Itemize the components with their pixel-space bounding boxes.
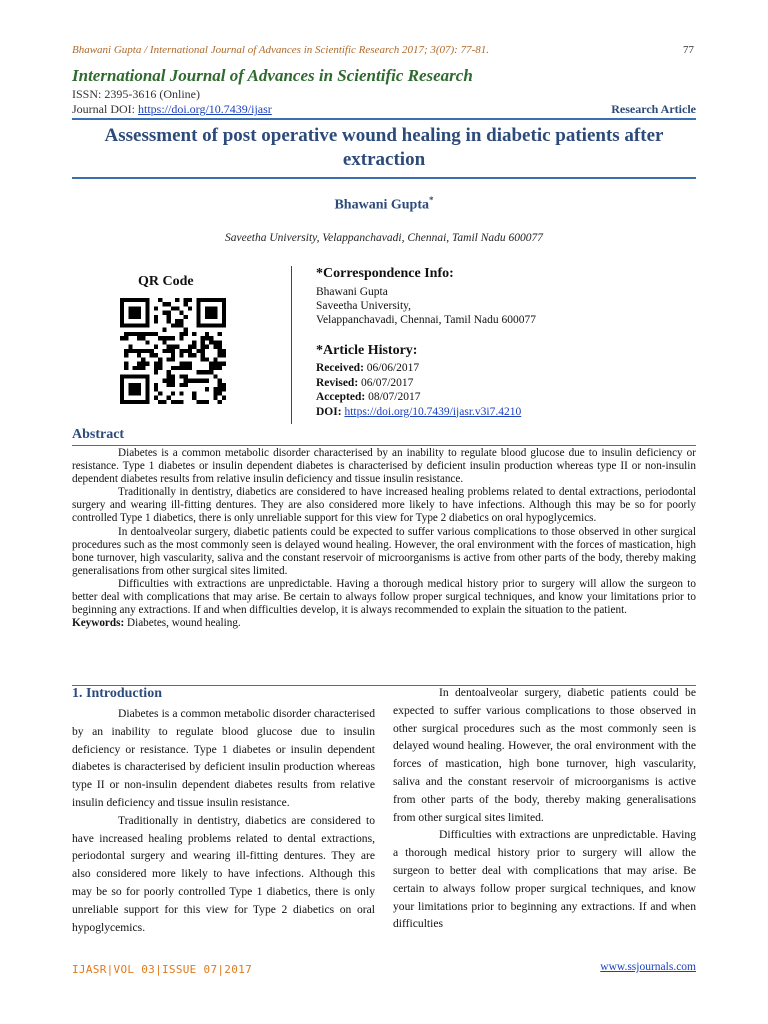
body-paragraph: In dentoalveolar surgery, diabetic patients could be expected to suffer various complications to those observed in other surgical procedures such as the most commonly seen is delayed wound healing. However, the oral environment with the forces of mastication, high bone turnover, high vascularity, saliva and the constant reservoir of microorganisms is active from other parts of the body, thereby making generalisations from other surgical sites limited. <box>393 686 696 824</box>
article-doi-link[interactable]: https://doi.org/10.7439/ijasr.v3i7.4210 <box>344 405 522 418</box>
qr-label: QR Code <box>138 274 194 289</box>
footer-issue: IJASR|VOL 03|ISSUE 07|2017 <box>72 963 252 976</box>
body-paragraph: Difficulties with extractions are unpredictable. Having a thorough medical history prior to surgery will allow the surgeon to better deal with complications that may arise. Be certain to always follow proper surgical techniques, and know your limitations prior to beginning any extractions. If and when difficulties <box>393 828 696 931</box>
journal-doi-link[interactable]: https://doi.org/10.7439/ijasr <box>138 102 272 116</box>
abstract-heading: Abstract <box>72 427 125 442</box>
column-divider <box>291 266 292 424</box>
running-header: Bhawani Gupta / International Journal of Advances in Scientific Research 2017; 3(07): 77-81. <box>72 44 490 56</box>
received-label: Received: <box>316 362 364 374</box>
keywords-label: Keywords: <box>72 617 125 630</box>
revised-label: Revised: <box>316 376 359 389</box>
abstract-paragraph: Traditionally in dentistry, diabetics are considered to have increased healing problems related to dental extractions, periodontal surgery and wearing ill-fitting dentures. They are also considered more likely to have infections. Although this may be so for poorly controlled Type 1 diabetics, there is only unreliable support for this view for Type 2 diabetics on oral hypoglycemics. <box>72 486 696 525</box>
abstract-paragraph: Difficulties with extractions are unpredictable. Having a thorough medical history prior to surgery will allow the surgeon to better deal with complications that may arise. Be certain to always follow proper surgical techniques, and know your limitations prior to beginning any extractions. If and when difficulties develop, it is always recommended to explain the situation to the patient. <box>72 577 696 617</box>
author <box>0 195 768 214</box>
abstract-rule <box>72 445 696 446</box>
received-line <box>316 361 521 376</box>
affiliation: Saveetha University, Velappanchavadi, Chennai, Tamil Nadu 600077 <box>224 232 544 244</box>
correspondence-line: Bhawani Gupta <box>316 286 388 298</box>
journal-name: International Journal of Advances in Scientific Research <box>72 66 473 85</box>
history-block <box>316 361 521 419</box>
issn: ISSN: 2395-3616 (Online) <box>72 87 200 101</box>
accepted-label: Accepted: <box>316 391 366 403</box>
accepted-line <box>316 390 521 405</box>
right-column <box>393 684 696 933</box>
article-type: Research Article <box>611 102 696 116</box>
introduction-heading: 1. Introduction <box>72 686 162 701</box>
footer-website-link[interactable]: www.ssjournals.com <box>600 961 696 973</box>
journal-doi <box>72 102 272 117</box>
body-paragraph: Diabetes is a common metabolic disorder characterised by an inability to regulate blood glucose due to insulin deficiency or resistance. Type 1 diabetes or insulin dependent diabetes is characterised by deficient insulin production whereas type II or non-insulin dependent diabetes results from relative insulin deficiency and tissue insulin resistance. <box>72 707 375 809</box>
correspondence-line: Saveetha University, <box>316 300 412 312</box>
correspondence-block <box>316 285 536 327</box>
author-name: Bhawani Gupta <box>334 197 430 213</box>
journal-doi-label: Journal DOI: <box>72 102 138 116</box>
revised-date: 06/07/2017 <box>358 376 414 389</box>
doi-line <box>316 405 521 420</box>
correspondence-line: Velappanchavadi, Chennai, Tamil Nadu 600077 <box>316 314 536 326</box>
doi-label: DOI: <box>316 405 342 418</box>
received-date: 06/06/2017 <box>363 362 420 374</box>
qr-code-image <box>120 298 226 404</box>
body-paragraph: Traditionally in dentistry, diabetics are considered to have increased healing problems related to dental extractions, periodontal surgery and wearing ill-fitting dentures. They are also considered more likely to have infections. Although this may be so for poorly controlled Type 1 diabetics, there is only unreliable support for this view for Type 2 diabetics on oral hypoglycemics. <box>72 813 375 934</box>
keywords-text: Diabetes, wound healing. <box>124 617 241 630</box>
header-rule <box>72 118 696 120</box>
page-number: 77 <box>683 44 694 56</box>
article-title: Assessment of post operative wound healing in diabetic patients after extraction <box>104 125 664 170</box>
revised-line <box>316 376 521 391</box>
abstract-paragraph: Diabetes is a common metabolic disorder characterised by an inability to regulate blood glucose due to insulin deficiency or resistance. Type 1 diabetes or insulin dependent diabetes is characterised by deficient insulin production whereas type II or non-insulin dependent diabetes results from relative insulin deficiency and tissue insulin resistance. <box>72 447 696 486</box>
keywords <box>72 617 696 630</box>
author-mark: * <box>429 195 434 205</box>
title-rule <box>72 177 696 179</box>
history-heading: *Article History: <box>316 343 418 358</box>
correspondence-heading: *Correspondence Info: <box>316 266 454 281</box>
abstract-body <box>72 447 696 630</box>
accepted-date: 08/07/2017 <box>365 391 421 403</box>
abstract-paragraph: In dentoalveolar surgery, diabetic patients could be expected to suffer various complications to those observed in other surgical procedures such as the most commonly seen is delayed wound healing. However, the oral environment with the forces of mastication, high bone turnover, high vascularity, saliva and the constant reservoir of microorganisms is active from other parts of the body, thereby making generalisations from other surgical sites limited. <box>72 525 696 577</box>
left-column <box>72 705 375 936</box>
